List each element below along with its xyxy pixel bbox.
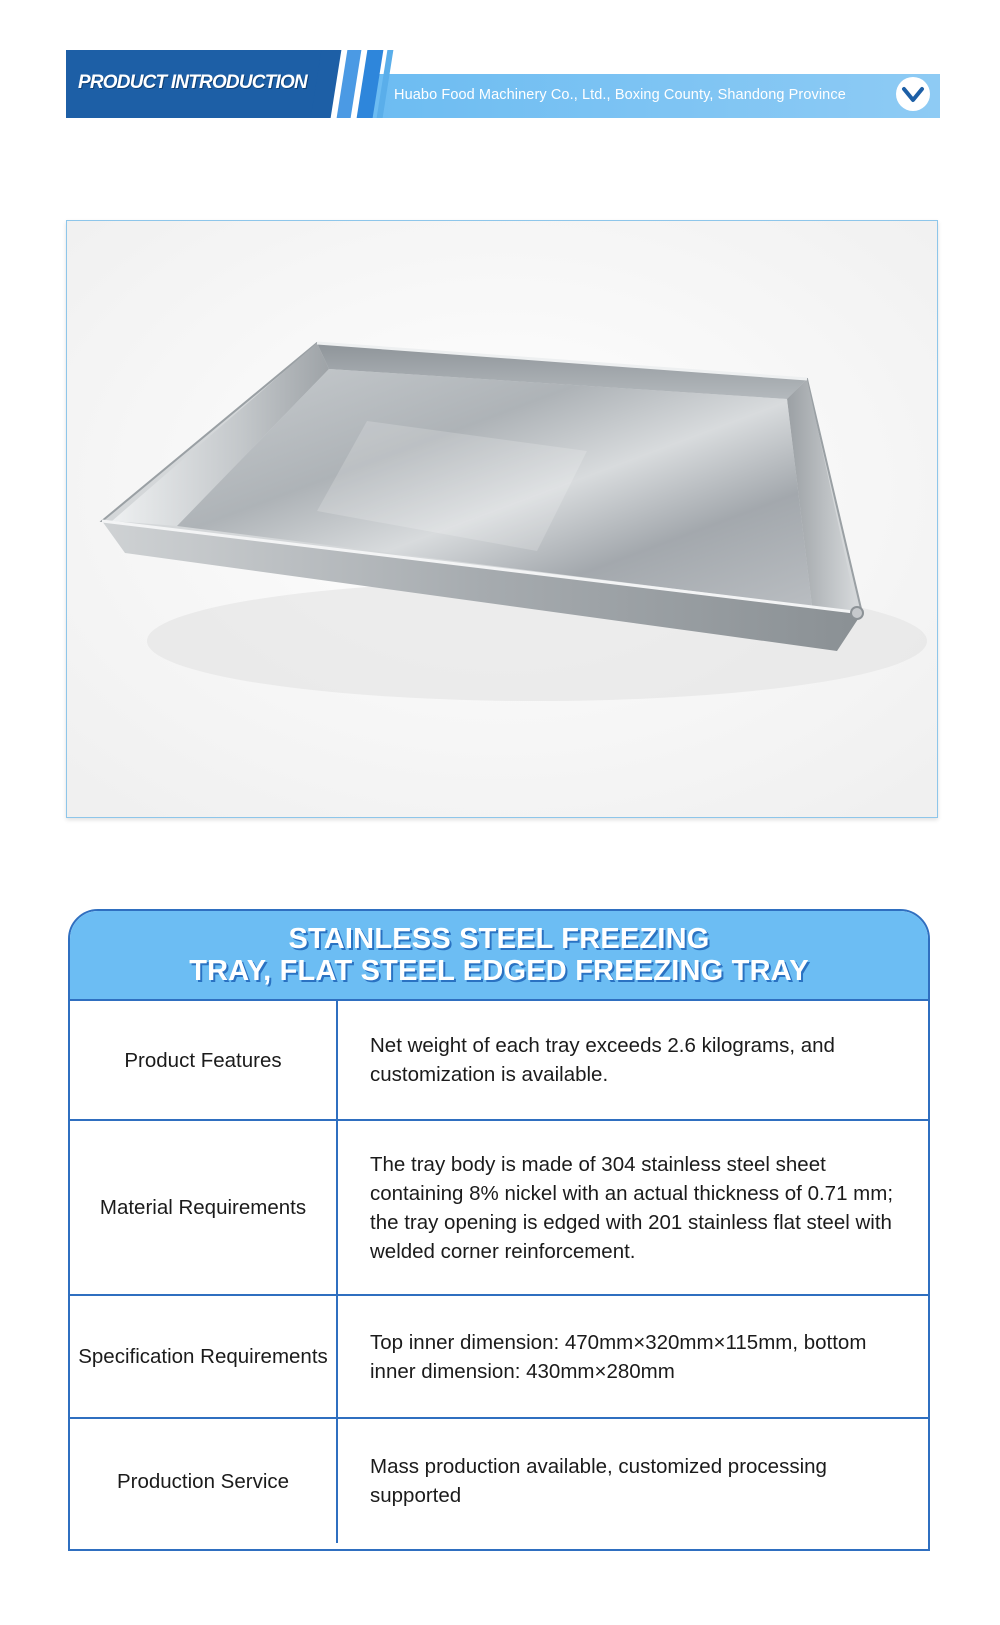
banner-title: PRODUCT INTRODUCTION bbox=[78, 72, 307, 93]
spec-header bbox=[70, 911, 928, 1001]
row-value: Top inner dimension: 470mm×320mm×115mm, bottom inner dimension: 430mm×280mm bbox=[337, 1295, 928, 1418]
row-value: Net weight of each tray exceeds 2.6 kilograms, and customization is available. bbox=[337, 1001, 928, 1120]
spec-table bbox=[70, 1001, 928, 1543]
chevron-down-icon bbox=[896, 77, 930, 111]
table-row bbox=[70, 1418, 928, 1543]
spec-title: STAINLESS STEEL FREEZING TRAY, FLAT STEEL EDGED FREEZING TRAY bbox=[189, 923, 809, 987]
table-row bbox=[70, 1120, 928, 1295]
row-value: The tray body is made of 304 stainless steel sheet containing 8% nickel with an actual thickness of 0.71 mm; the tray opening is edged with 201 stainless flat steel with welded corner reinforcement. bbox=[337, 1120, 928, 1295]
stainless-steel-tray-image bbox=[67, 221, 937, 817]
row-value: Mass production available, customized processing supported bbox=[370, 1455, 827, 1507]
table-row bbox=[70, 1295, 928, 1418]
table-row bbox=[70, 1001, 928, 1120]
row-label: Material Requirements bbox=[70, 1120, 337, 1295]
product-photo bbox=[66, 220, 938, 818]
row-label: Production Service bbox=[70, 1418, 337, 1543]
spec-card bbox=[68, 909, 930, 1551]
row-label: Specification Requirements bbox=[70, 1295, 337, 1418]
row-label: Product Features bbox=[70, 1001, 337, 1120]
banner-company-name: Huabo Food Machinery Co., Ltd., Boxing County, Shandong Province bbox=[394, 87, 846, 103]
product-intro-banner bbox=[66, 50, 940, 118]
